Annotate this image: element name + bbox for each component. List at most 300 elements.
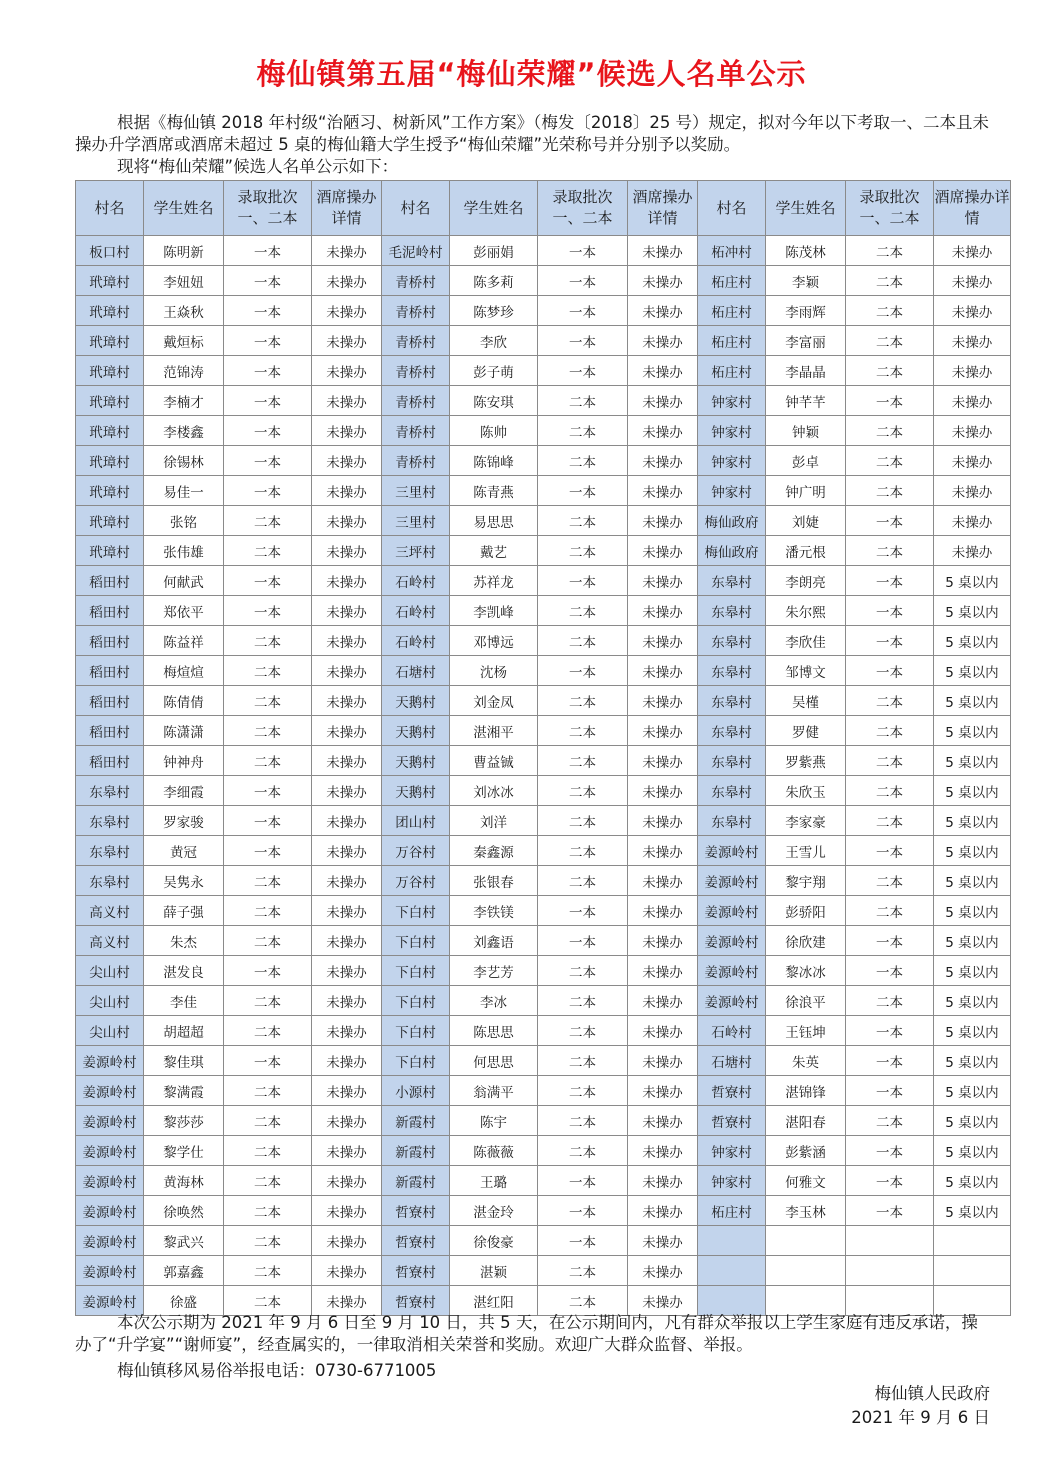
admission-batch-cell: 二本 [538,1256,628,1286]
banquet-status-cell: 未操办 [312,1286,382,1316]
village-cell: 东皋村 [76,836,144,866]
village-cell: 姜源岭村 [76,1106,144,1136]
student-name-cell: 张伟雄 [144,536,224,566]
village-cell: 青桥村 [382,296,450,326]
student-name-cell: 徐俊豪 [450,1226,538,1256]
admission-batch-cell: 一本 [224,236,312,266]
admission-batch-cell: 二本 [224,686,312,716]
banquet-status-cell [934,1226,1011,1256]
admission-batch-cell [846,1256,934,1286]
village-cell: 青桥村 [382,266,450,296]
admission-batch-cell: 二本 [538,776,628,806]
banquet-status-cell: 未操办 [312,1196,382,1226]
admission-batch-cell: 二本 [538,1046,628,1076]
admission-batch-cell: 一本 [846,656,934,686]
student-name-cell: 湛颖 [450,1256,538,1286]
village-cell: 小源村 [382,1076,450,1106]
village-cell: 高义村 [76,896,144,926]
banquet-status-cell: 未操办 [934,296,1011,326]
banquet-status-cell: 未操办 [628,836,698,866]
col-village-header: 村名 [382,181,450,236]
village-cell: 尖山村 [76,956,144,986]
table-row [76,896,1011,926]
village-cell [698,1226,766,1256]
banquet-status-cell: 未操办 [628,716,698,746]
banquet-status-cell: 未操办 [312,1256,382,1286]
admission-batch-cell: 二本 [224,656,312,686]
village-cell: 姜源岭村 [76,1046,144,1076]
student-name-cell: 李佳 [144,986,224,1016]
admission-batch-cell: 二本 [538,1286,628,1316]
table-row [76,836,1011,866]
student-name-cell: 陈多莉 [450,266,538,296]
village-cell: 柘庄村 [698,356,766,386]
village-cell: 石塘村 [382,656,450,686]
banquet-status-cell: 未操办 [934,476,1011,506]
admission-batch-cell: 二本 [846,266,934,296]
admission-batch-cell: 二本 [846,746,934,776]
village-cell: 团山村 [382,806,450,836]
student-name-cell: 李家豪 [766,806,846,836]
student-name-cell: 王钰坤 [766,1016,846,1046]
student-name-cell [766,1226,846,1256]
student-name-cell: 朱尔熙 [766,596,846,626]
village-cell: 姜源岭村 [76,1256,144,1286]
admission-batch-cell: 一本 [846,926,934,956]
col-batch-header: 录取批次一、二本 [846,181,934,236]
admission-batch-cell: 二本 [538,536,628,566]
admission-batch-cell: 二本 [846,356,934,386]
village-cell: 哲寮村 [382,1286,450,1316]
admission-batch-cell: 二本 [538,746,628,776]
village-cell: 东皋村 [698,716,766,746]
village-cell: 柘庄村 [698,326,766,356]
village-cell: 钟家村 [698,1166,766,1196]
student-name-cell: 李富丽 [766,326,846,356]
table-row [76,956,1011,986]
village-cell: 稻田村 [76,746,144,776]
admission-batch-cell: 二本 [224,896,312,926]
banquet-status-cell: 未操办 [312,326,382,356]
village-cell: 东皋村 [76,776,144,806]
village-cell: 尖山村 [76,986,144,1016]
village-cell: 天鹅村 [382,746,450,776]
admission-batch-cell: 一本 [846,956,934,986]
student-name-cell: 陈茂林 [766,236,846,266]
banquet-status-cell: 未操办 [312,806,382,836]
admission-batch-cell: 二本 [538,1016,628,1046]
banquet-status-cell: 5 桌以内 [934,896,1011,926]
student-name-cell: 罗健 [766,716,846,746]
village-cell: 稻田村 [76,656,144,686]
banquet-status-cell [934,1286,1011,1316]
banquet-status-cell: 5 桌以内 [934,1046,1011,1076]
admission-batch-cell: 一本 [224,596,312,626]
student-name-cell: 陈青燕 [450,476,538,506]
admission-batch-cell: 一本 [846,626,934,656]
student-name-cell: 李颖 [766,266,846,296]
village-cell: 柘冲村 [698,236,766,266]
col-student-header: 学生姓名 [450,181,538,236]
banquet-status-cell: 未操办 [628,1076,698,1106]
table-row [76,746,1011,776]
col-batch-header: 录取批次一、二本 [538,181,628,236]
student-name-cell: 陈明新 [144,236,224,266]
col-batch-header: 录取批次一、二本 [224,181,312,236]
village-cell: 板口村 [76,236,144,266]
banquet-status-cell: 未操办 [628,806,698,836]
village-cell: 哲寮村 [382,1196,450,1226]
admission-batch-cell: 二本 [846,236,934,266]
admission-batch-cell: 一本 [224,296,312,326]
village-cell: 稻田村 [76,566,144,596]
student-name-cell: 徐锡林 [144,446,224,476]
student-name-cell: 陈安琪 [450,386,538,416]
admission-batch-cell: 一本 [224,326,312,356]
village-cell: 东皋村 [698,806,766,836]
table-row [76,1136,1011,1166]
student-name-cell: 钟广明 [766,476,846,506]
admission-batch-cell: 一本 [224,266,312,296]
admission-batch-cell: 二本 [846,716,934,746]
banquet-status-cell: 未操办 [312,266,382,296]
student-name-cell: 彭骄阳 [766,896,846,926]
admission-batch-cell: 二本 [538,1076,628,1106]
student-name-cell: 陈梦珍 [450,296,538,326]
table-row [76,446,1011,476]
student-name-cell: 秦鑫源 [450,836,538,866]
table-row [76,1256,1011,1286]
banquet-status-cell: 未操办 [312,386,382,416]
col-banquet-header: 酒席操办详情 [934,181,1011,236]
closing-paragraph: 本次公示期为 2021 年 9 月 6 日至 9 月 10 日，共 5 天，在公示期间内，凡有群众举报以上学生家庭有违反承诺，操办了“升学宴”“谢师宴”，经查属实的，一律取消相关荣誉和奖励。欢迎广大群众监督、举报。 [75,1313,978,1354]
village-cell: 东皋村 [698,596,766,626]
admission-batch-cell: 二本 [538,686,628,716]
banquet-status-cell: 未操办 [628,1166,698,1196]
village-cell: 下白村 [382,1046,450,1076]
banquet-status-cell: 未操办 [628,1136,698,1166]
village-cell: 下白村 [382,926,450,956]
admission-batch-cell: 二本 [846,1106,934,1136]
banquet-status-cell: 5 桌以内 [934,836,1011,866]
table-body [76,236,1011,1316]
student-name-cell: 李楠才 [144,386,224,416]
banquet-status-cell: 未操办 [628,626,698,656]
table-row [76,326,1011,356]
banquet-status-cell: 5 桌以内 [934,956,1011,986]
student-name-cell: 陈薇薇 [450,1136,538,1166]
admission-batch-cell: 一本 [224,806,312,836]
banquet-status-cell: 未操办 [628,686,698,716]
admission-batch-cell: 一本 [538,296,628,326]
table-row [76,266,1011,296]
banquet-status-cell: 未操办 [312,1226,382,1256]
banquet-status-cell: 未操办 [934,236,1011,266]
village-cell: 玳璋村 [76,356,144,386]
student-name-cell: 李晶晶 [766,356,846,386]
student-name-cell: 王焱秋 [144,296,224,326]
banquet-status-cell: 未操办 [628,506,698,536]
admission-batch-cell: 一本 [538,1196,628,1226]
banquet-status-cell: 未操办 [312,506,382,536]
banquet-status-cell: 5 桌以内 [934,926,1011,956]
student-name-cell: 黎莎莎 [144,1106,224,1136]
banquet-status-cell: 未操办 [312,1166,382,1196]
student-name-cell: 邓博远 [450,626,538,656]
admission-batch-cell: 一本 [538,1166,628,1196]
table-row [76,416,1011,446]
student-name-cell: 黎宇翔 [766,866,846,896]
admission-batch-cell: 二本 [846,536,934,566]
banquet-status-cell: 5 桌以内 [934,716,1011,746]
banquet-status-cell: 未操办 [312,926,382,956]
admission-batch-cell: 二本 [846,986,934,1016]
village-cell: 稻田村 [76,686,144,716]
student-name-cell: 黎冰冰 [766,956,846,986]
banquet-status-cell: 未操办 [628,416,698,446]
village-cell: 姜源岭村 [76,1196,144,1226]
student-name-cell: 吴隽永 [144,866,224,896]
village-cell: 稻田村 [76,596,144,626]
student-name-cell: 李欣 [450,326,538,356]
admission-batch-cell: 二本 [846,416,934,446]
banquet-status-cell: 未操办 [934,536,1011,566]
admission-batch-cell: 二本 [846,806,934,836]
village-cell: 尖山村 [76,1016,144,1046]
village-cell: 稻田村 [76,626,144,656]
student-name-cell: 胡超超 [144,1016,224,1046]
admission-batch-cell: 二本 [538,1106,628,1136]
village-cell: 柘庄村 [698,266,766,296]
student-name-cell: 黄海林 [144,1166,224,1196]
village-cell: 哲寮村 [698,1106,766,1136]
banquet-status-cell: 未操办 [628,566,698,596]
student-name-cell: 陈帅 [450,416,538,446]
student-name-cell: 彭丽娟 [450,236,538,266]
banquet-status-cell: 5 桌以内 [934,686,1011,716]
banquet-status-cell: 未操办 [628,986,698,1016]
banquet-status-cell: 未操办 [312,476,382,506]
admission-batch-cell: 一本 [846,836,934,866]
admission-batch-cell: 一本 [224,566,312,596]
table-row [76,1046,1011,1076]
admission-batch-cell: 一本 [224,956,312,986]
village-cell: 玳璋村 [76,386,144,416]
admission-batch-cell: 一本 [224,446,312,476]
banquet-status-cell: 未操办 [628,896,698,926]
table-row [76,806,1011,836]
admission-batch-cell: 二本 [224,1136,312,1166]
banquet-status-cell: 未操办 [934,386,1011,416]
banquet-status-cell: 未操办 [628,326,698,356]
village-cell: 下白村 [382,1016,450,1046]
admission-batch-cell: 二本 [224,1256,312,1286]
student-name-cell: 黎武兴 [144,1226,224,1256]
admission-batch-cell: 一本 [538,926,628,956]
village-cell: 梅仙政府 [698,536,766,566]
village-cell: 哲寮村 [382,1256,450,1286]
village-cell: 新霞村 [382,1106,450,1136]
report-hotline: 梅仙镇移风易俗举报电话：0730-6771005 [117,1361,437,1380]
village-cell: 柘庄村 [698,1196,766,1226]
banquet-status-cell: 未操办 [628,1106,698,1136]
student-name-cell: 陈潇潇 [144,716,224,746]
student-name-cell: 潘元根 [766,536,846,566]
student-name-cell: 易思思 [450,506,538,536]
village-cell: 玳璋村 [76,326,144,356]
village-cell: 石岭村 [382,596,450,626]
village-cell: 姜源岭村 [76,1076,144,1106]
student-name-cell: 徐唤然 [144,1196,224,1226]
admission-batch-cell: 二本 [224,1286,312,1316]
table-row [76,986,1011,1016]
banquet-status-cell: 5 桌以内 [934,806,1011,836]
village-cell: 玳璋村 [76,446,144,476]
banquet-status-cell: 未操办 [628,236,698,266]
village-cell: 青桥村 [382,446,450,476]
candidate-table [75,180,1011,1316]
student-name-cell: 刘冰冰 [450,776,538,806]
banquet-status-cell: 未操办 [312,716,382,746]
table-row [76,566,1011,596]
banquet-status-cell: 5 桌以内 [934,1196,1011,1226]
admission-batch-cell: 一本 [538,356,628,386]
admission-batch-cell: 二本 [224,1106,312,1136]
banquet-status-cell: 未操办 [628,296,698,326]
admission-batch-cell: 二本 [224,866,312,896]
banquet-status-cell: 未操办 [312,236,382,266]
student-name-cell: 梅煊煊 [144,656,224,686]
banquet-status-cell: 未操办 [312,956,382,986]
admission-batch-cell: 一本 [224,776,312,806]
admission-batch-cell: 二本 [224,1076,312,1106]
admission-batch-cell: 二本 [224,746,312,776]
student-name-cell: 郭嘉鑫 [144,1256,224,1286]
village-cell: 姜源岭村 [698,866,766,896]
village-cell: 石岭村 [382,626,450,656]
banquet-status-cell: 未操办 [312,1106,382,1136]
admission-batch-cell: 一本 [224,1046,312,1076]
village-cell: 姜源岭村 [76,1136,144,1166]
village-cell: 柘庄村 [698,296,766,326]
student-name-cell: 薛子强 [144,896,224,926]
admission-batch-cell: 二本 [538,416,628,446]
village-cell: 姜源岭村 [76,1166,144,1196]
student-name-cell: 李欣佳 [766,626,846,656]
banquet-status-cell: 未操办 [628,926,698,956]
admission-batch-cell: 二本 [224,536,312,566]
banquet-status-cell: 未操办 [628,1046,698,1076]
admission-batch-cell: 二本 [224,506,312,536]
intro-paragraph: 根据《梅仙镇 2018 年村级“治陋习、树新风”工作方案》（梅发〔2018〕25 号）规定，拟对今年以下考取一、二本且未操办升学酒席或酒席未超过 5 桌的梅仙籍大学生授予“梅仙荣耀”光荣称号并分别予以奖励。 [75,113,990,154]
village-cell: 钟家村 [698,416,766,446]
banquet-status-cell: 未操办 [934,416,1011,446]
student-name-cell: 罗紫燕 [766,746,846,776]
village-cell: 梅仙政府 [698,506,766,536]
admission-batch-cell: 二本 [538,386,628,416]
student-name-cell: 徐欣建 [766,926,846,956]
col-village-header: 村名 [76,181,144,236]
student-name-cell: 钟芊芊 [766,386,846,416]
village-cell [698,1256,766,1286]
student-name-cell: 彭卓 [766,446,846,476]
admission-batch-cell: 二本 [846,326,934,356]
table-row [76,506,1011,536]
table-row [76,926,1011,956]
student-name-cell: 王璐 [450,1166,538,1196]
student-name-cell: 何思思 [450,1046,538,1076]
intro-list-lead: 现将“梅仙荣耀”候选人名单公示如下： [117,157,399,176]
student-name-cell: 邹博文 [766,656,846,686]
village-cell: 石岭村 [382,566,450,596]
student-name-cell: 戴烜标 [144,326,224,356]
village-cell: 天鹅村 [382,686,450,716]
banquet-status-cell: 未操办 [628,476,698,506]
col-banquet-header: 酒席操办详情 [312,181,382,236]
admission-batch-cell: 二本 [224,1196,312,1226]
banquet-status-cell: 未操办 [628,866,698,896]
student-name-cell: 朱杰 [144,926,224,956]
banquet-status-cell: 未操办 [312,656,382,686]
student-name-cell: 刘洋 [450,806,538,836]
banquet-status-cell: 未操办 [312,1136,382,1166]
village-cell: 东皋村 [698,566,766,596]
admission-batch-cell: 二本 [224,986,312,1016]
village-cell: 东皋村 [76,866,144,896]
admission-batch-cell: 一本 [538,896,628,926]
village-cell: 三坪村 [382,536,450,566]
village-cell: 姜源岭村 [76,1286,144,1316]
student-name-cell: 苏祥龙 [450,566,538,596]
village-cell: 新霞村 [382,1136,450,1166]
village-cell: 东皋村 [698,686,766,716]
admission-batch-cell: 一本 [538,236,628,266]
banquet-status-cell: 未操办 [628,596,698,626]
table-row [76,776,1011,806]
table-row [76,536,1011,566]
village-cell: 玳璋村 [76,266,144,296]
student-name-cell: 陈益祥 [144,626,224,656]
student-name-cell: 黎满霞 [144,1076,224,1106]
banquet-status-cell: 未操办 [934,356,1011,386]
admission-batch-cell: 二本 [538,446,628,476]
student-name-cell: 朱英 [766,1046,846,1076]
student-name-cell: 陈倩倩 [144,686,224,716]
admission-batch-cell: 一本 [538,326,628,356]
village-cell: 万谷村 [382,866,450,896]
student-name-cell: 陈思思 [450,1016,538,1046]
banquet-status-cell: 未操办 [312,596,382,626]
village-cell: 钟家村 [698,476,766,506]
banquet-status-cell: 5 桌以内 [934,776,1011,806]
village-cell: 东皋村 [698,746,766,776]
village-cell: 姜源岭村 [698,896,766,926]
village-cell: 青桥村 [382,416,450,446]
student-name-cell [766,1256,846,1286]
student-name-cell: 黄冠 [144,836,224,866]
village-cell: 天鹅村 [382,776,450,806]
student-name-cell: 何雅文 [766,1166,846,1196]
banquet-status-cell: 未操办 [628,746,698,776]
admission-batch-cell: 一本 [224,416,312,446]
student-name-cell: 刘金凤 [450,686,538,716]
village-cell: 青桥村 [382,386,450,416]
student-name-cell: 范锦涛 [144,356,224,386]
admission-batch-cell: 一本 [538,1226,628,1256]
student-name-cell: 罗家骏 [144,806,224,836]
village-cell: 玳璋村 [76,296,144,326]
banquet-status-cell: 未操办 [628,536,698,566]
